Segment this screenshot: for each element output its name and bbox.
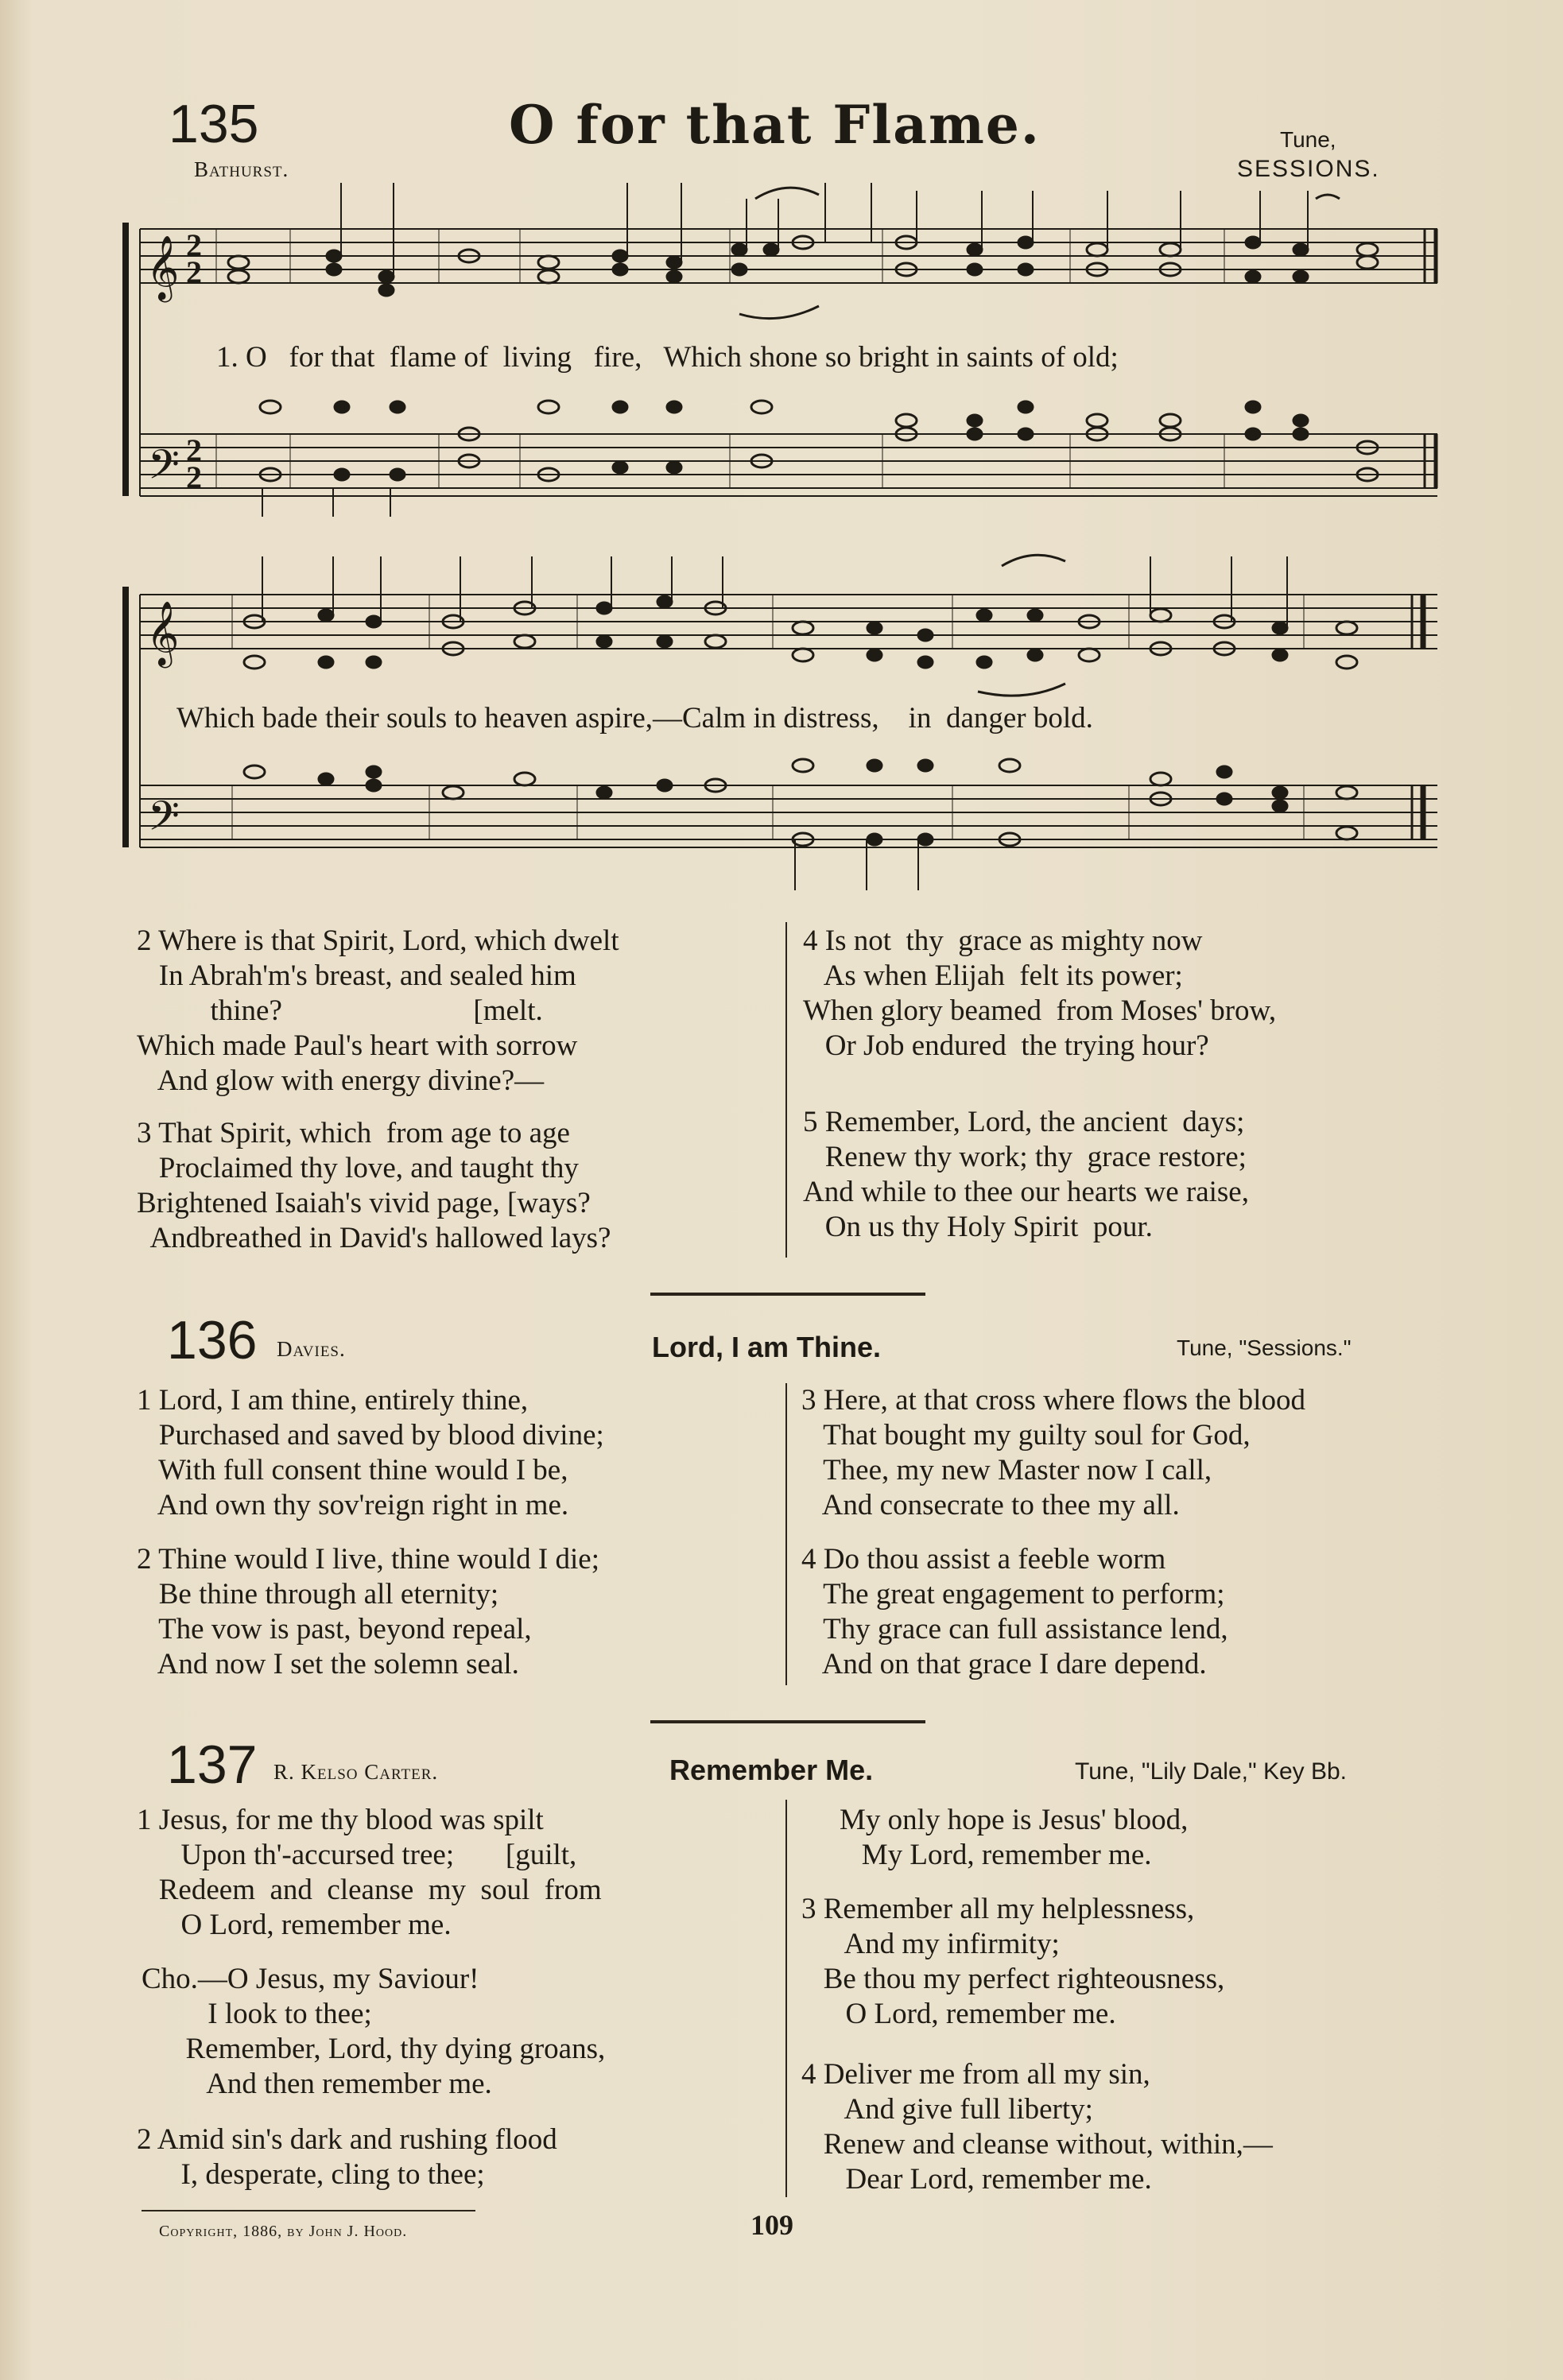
staff-bass-2 [140,785,1437,839]
separator-rule-1 [650,1293,925,1296]
hymn-137-verse-2b: My only hope is Jesus' blood, My Lord, remember me. [840,1804,1189,1871]
treble-clef-2: 𝄞 [146,603,180,665]
hymn-136-verse-1: 1 Lord, I am thine, entirely thine, Purchased and saved by blood divine; With full consent thine would I be, And own thy sov'reign right in me. [137,1384,604,1521]
hymn-136-tune: Tune, "Sessions." [1177,1335,1352,1360]
hymn-135-verse-2: 2 Where is that Spirit, Lord, which dwelt In Abrah'm's breast, and sealed him thine? [melt. Which made Paul's heart with sorrow And glow with energy divine?— [137,924,619,1097]
column-divider-137 [785,1800,787,2197]
footer-rule [142,2210,475,2211]
page-number: 109 [750,2209,793,2241]
hymn-135-tune-label: Tune, [1280,127,1336,152]
staff-bass-1 [140,434,1437,488]
hymn-135-number: 135 [169,94,259,154]
bass-clef-2: 𝄢 [148,795,180,849]
svg-text:2: 2 [186,459,202,495]
hymn-135-verse-5: 5 Remember, Lord, the ancient days; Renew thy work; thy grace restore; And while to thee our hearts we raise, On us thy Holy Spirit pour. [803,1106,1249,1243]
hymn-136-number: 136 [167,1310,258,1370]
staff-treble-2 [140,595,1437,649]
svg-text:2: 2 [186,254,202,290]
lyric-line-2: Which bade their souls to heaven aspire,—Calm in distress, in danger bold. [176,702,1093,735]
treble-clef-1: 𝄞 [146,238,180,299]
separator-rule-2 [650,1720,925,1723]
hymn-137-verse-1: 1 Jesus, for me thy blood was spilt Upon th'-accursed tree; [guilt, Redeem and cleanse my soul from O Lord, remember me. [137,1804,602,1941]
column-divider-136 [785,1383,787,1685]
svg-text:2: 2 [186,227,202,263]
hymn-137-author: R. Kelso Carter. [273,1760,439,1784]
lyric-line-1: 1. O for that flame of living fire, Which shone so bright in saints of old; [216,341,1119,374]
hymn-137-verse-2a: 2 Amid sin's dark and rushing flood I, desperate, cling to thee; [137,2123,557,2191]
hymn-135-title: O for that Flame. [509,94,1041,156]
hymn-136-verse-2: 2 Thine would I live, thine would I die; Be thine through all eternity; The vow is past, beyond repeal, And now I set the solemn seal. [137,1543,599,1680]
copyright-notice: Copyright, 1886, by John J. Hood. [159,2223,408,2240]
hymn-137-verse-4: 4 Deliver me from all my sin, And give full liberty; Renew and cleanse without, within,— Dear Lord, remember me. [801,2058,1273,2196]
bass-clef-1: 𝄢 [148,444,180,498]
hymn-137-number: 137 [167,1735,258,1795]
hymn-135-tune-name: SESSIONS. [1237,156,1380,182]
hymn-136-author: Davies. [277,1337,346,1361]
hymn-137-verse-3: 3 Remember all my helplessness, And my infirmity; Be thou my perfect righteousness, O Lord, remember me. [801,1893,1225,2030]
hymn-135-author: Bathurst. [194,157,289,181]
hymn-136-verse-3: 3 Here, at that cross where flows the blood That bought my guilty soul for God, Thee, my new Master now I call, And consecrate to thee my all. [801,1384,1305,1521]
hymn-137-title: Remember Me. [669,1754,874,1786]
hymn-137-tune: Tune, "Lily Dale," Key Bb. [1075,1758,1348,1785]
hymn-136-verse-4: 4 Do thou assist a feeble worm The great engagement to perform; Thy grace can full assistance lend, And on that grace I dare depend. [801,1543,1228,1680]
svg-text:2: 2 [186,432,202,468]
music-score [0,0,1563,906]
column-divider-135 [785,922,787,1258]
hymn-135-verse-3: 3 That Spirit, which from age to age Proclaimed thy love, and taught thy Brightened Isaiah's vivid page, [ways? Andbreathed in David's hallowed lays? [137,1117,611,1254]
hymn-136-title: Lord, I am Thine. [652,1331,882,1363]
hymn-135-verse-4: 4 Is not thy grace as mighty now As when Elijah felt its power; When glory beamed from Moses' brow, Or Job endured the trying hour? [803,924,1277,1062]
hymn-137-chorus: Cho.—O Jesus, my Saviour! I look to thee; Remember, Lord, thy dying groans, And then remember me. [142,1963,606,2100]
